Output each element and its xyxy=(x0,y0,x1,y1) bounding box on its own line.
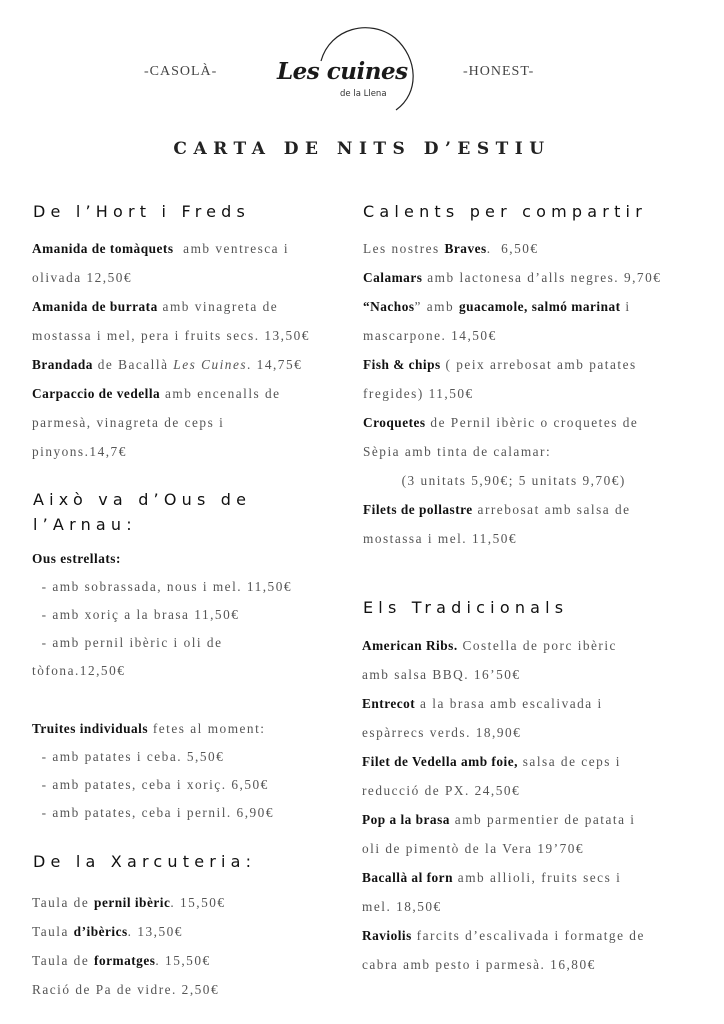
dish-description: Taula de xyxy=(32,895,95,910)
dish-description: Ració de Pa de vidre. 2,50€ xyxy=(32,982,220,997)
menu-line xyxy=(363,263,661,292)
dish-name: Raviolis xyxy=(362,928,412,943)
dish-name: pernil ibèric xyxy=(94,895,171,910)
dish-name: Amanida de burrata xyxy=(32,299,158,314)
menu-line xyxy=(32,771,274,799)
menu-line xyxy=(32,292,310,321)
dish-description: . 14,75€ xyxy=(247,357,303,372)
dish-description: amb encenalls de xyxy=(160,386,281,401)
dish-description: salsa de ceps i xyxy=(517,754,621,769)
menu-line xyxy=(32,437,310,466)
section-heading-hort: De l’Hort i Freds xyxy=(33,202,251,221)
menu-line xyxy=(32,234,310,263)
menu-line xyxy=(362,747,645,776)
menu-line xyxy=(32,715,274,743)
dish-name: Fish & chips xyxy=(363,357,441,372)
dish-description: Taula xyxy=(32,924,74,939)
section-hort-items xyxy=(32,234,310,466)
dish-description: amb lactonesa d’alls negres. 9,70€ xyxy=(422,270,662,285)
menu-line xyxy=(32,545,292,573)
menu-line xyxy=(362,805,645,834)
menu-line xyxy=(362,718,645,747)
dish-name: Entrecot xyxy=(362,696,416,711)
section-xarcuteria-items xyxy=(32,888,226,1004)
section-ous-items xyxy=(32,545,292,685)
dish-description: reducció de PX. 24,50€ xyxy=(362,783,521,798)
dish-description: cabra amb pesto i parmesà. 16,80€ xyxy=(362,957,596,972)
menu-line xyxy=(362,863,645,892)
dish-description: - amb pernil ibèric i oli de xyxy=(32,635,223,650)
dish-description: amb allioli, fruits secs i xyxy=(452,870,622,885)
dish-name: Ous estrellats: xyxy=(32,551,121,566)
section-heading-ous-line1: Això va d’Ous de xyxy=(33,490,252,509)
dish-description: mostassa i mel, pera i fruits secs. 13,50€ xyxy=(32,328,310,343)
dish-name: Amanida de tomàquets xyxy=(32,241,174,256)
dish-description: oli de pimentò de la Vera 19’70€ xyxy=(362,841,585,856)
dish-description: de Bacallà xyxy=(92,357,174,372)
dish-emphasis: Les Cuines xyxy=(173,357,248,372)
menu-line xyxy=(363,234,661,263)
dish-name: Calamars xyxy=(363,270,423,285)
menu-line xyxy=(32,263,310,292)
menu-line xyxy=(32,917,226,946)
menu-line xyxy=(363,379,661,408)
dish-name: Croquetes xyxy=(363,415,426,430)
menu-line xyxy=(32,946,226,975)
menu-line xyxy=(363,321,661,350)
dish-description: Les nostres xyxy=(363,241,445,256)
dish-description: pinyons.14,7€ xyxy=(32,444,127,459)
menu-line xyxy=(363,437,661,466)
menu-line xyxy=(32,321,310,350)
section-heading-ous-line2: l’Arnau: xyxy=(33,515,137,534)
menu-line xyxy=(363,524,661,553)
dish-description: amb salsa BBQ. 16’50€ xyxy=(362,667,521,682)
dish-name: Nachos xyxy=(370,299,415,314)
dish-description: fetes al moment: xyxy=(148,721,266,736)
menu-line xyxy=(362,631,645,660)
dish-description: espàrrecs verds. 18,90€ xyxy=(362,725,522,740)
dish-description: mostassa i mel. 11,50€ xyxy=(363,531,518,546)
dish-description: - amb patates, ceba i pernil. 6,90€ xyxy=(32,805,274,820)
dish-description: a la brasa amb escalivada i xyxy=(415,696,603,711)
dish-name: Pop a la brasa xyxy=(362,812,450,827)
dish-description: (3 unitats 5,90€; 5 unitats 9,70€) xyxy=(363,473,626,488)
dish-description: amb vinagreta de xyxy=(157,299,279,314)
dish-description: tòfona.12,50€ xyxy=(32,663,126,678)
menu-line xyxy=(32,975,226,1004)
menu-title: CARTA DE NITS D’ESTIU xyxy=(173,139,551,159)
menu-line xyxy=(32,657,292,685)
dish-description: mel. 18,50€ xyxy=(362,899,442,914)
dish-description: . 13,50€ xyxy=(127,924,183,939)
section-heading-tradicionals: Els Tradicionals xyxy=(363,598,569,617)
dish-description: arrebosat amb salsa de xyxy=(472,502,631,517)
menu-line xyxy=(362,834,645,863)
dish-description: mascarpone. 14,50€ xyxy=(363,328,497,343)
menu-line xyxy=(363,495,661,524)
menu-line xyxy=(32,799,274,827)
dish-description: ( peix arrebosat amb patates xyxy=(440,357,637,372)
menu-line xyxy=(362,950,645,979)
dish-description: de Pernil ibèric o croquetes de xyxy=(425,415,639,430)
dish-description: Taula de xyxy=(32,953,95,968)
menu-line xyxy=(32,629,292,657)
menu-line xyxy=(32,379,310,408)
dish-description: - amb sobrassada, nous i mel. 11,50€ xyxy=(32,579,292,594)
dish-description: ” amb xyxy=(414,299,459,314)
menu-line xyxy=(362,689,645,718)
menu-line xyxy=(32,408,310,437)
section-heading-calents: Calents per compartir xyxy=(363,202,647,221)
dish-description: amb ventresca i xyxy=(173,241,290,256)
logo-subtitle: de la Llena xyxy=(340,89,387,99)
dish-description: . 15,50€ xyxy=(170,895,226,910)
dish-description: parmesà, vinagreta de ceps i xyxy=(32,415,225,430)
dish-description: i xyxy=(620,299,631,314)
dish-name: “ xyxy=(363,299,371,314)
dish-description: Costella de porc ibèric xyxy=(457,638,617,653)
menu-line xyxy=(362,921,645,950)
menu-line xyxy=(363,350,661,379)
dish-description: - amb patates i ceba. 5,50€ xyxy=(32,749,225,764)
section-tradicionals-items xyxy=(362,631,645,979)
dish-description: - amb patates, ceba i xoriç. 6,50€ xyxy=(32,777,269,792)
dish-description: farcits d’escalivada i formatge de xyxy=(411,928,645,943)
logo-name: Les cuines xyxy=(277,58,408,85)
dish-name: guacamole, salmó marinat xyxy=(458,299,621,314)
menu-line xyxy=(32,573,292,601)
menu-line xyxy=(32,743,274,771)
dish-name: Truites individuals xyxy=(32,721,149,736)
menu-line xyxy=(32,350,310,379)
dish-description: - amb xoriç a la brasa 11,50€ xyxy=(32,607,240,622)
menu-line xyxy=(363,292,661,321)
menu-line xyxy=(32,601,292,629)
dish-description: . 15,50€ xyxy=(155,953,211,968)
menu-line xyxy=(363,408,661,437)
dish-description: Sèpia amb tinta de calamar: xyxy=(363,444,552,459)
menu-line xyxy=(32,888,226,917)
dish-description: olivada 12,50€ xyxy=(32,270,133,285)
dish-name: Filet de Vedella amb foie, xyxy=(362,754,518,769)
dish-name: Bacallà al forn xyxy=(362,870,453,885)
section-truites-items xyxy=(32,715,274,827)
menu-line xyxy=(362,892,645,921)
dish-name: American Ribs. xyxy=(362,638,458,653)
dish-description: amb parmentier de patata i xyxy=(449,812,636,827)
section-calents-items xyxy=(363,234,661,553)
dish-name: Braves xyxy=(444,241,487,256)
dish-name: formatges xyxy=(94,953,156,968)
dish-name: Brandada xyxy=(32,357,93,372)
menu-line xyxy=(362,660,645,689)
dish-name: Filets de pollastre xyxy=(363,502,473,517)
menu-line xyxy=(363,466,661,495)
section-heading-xarcuteria: De la Xarcuteria: xyxy=(33,852,257,871)
tagline-casola: -CASOLÀ- xyxy=(144,64,218,79)
dish-description: fregides) 11,50€ xyxy=(363,386,474,401)
dish-name: d’ibèrics xyxy=(73,924,128,939)
dish-description: . 6,50€ xyxy=(486,241,539,256)
tagline-honest: -HONEST- xyxy=(463,64,535,79)
dish-name: Carpaccio de vedella xyxy=(32,386,161,401)
menu-line xyxy=(362,776,645,805)
